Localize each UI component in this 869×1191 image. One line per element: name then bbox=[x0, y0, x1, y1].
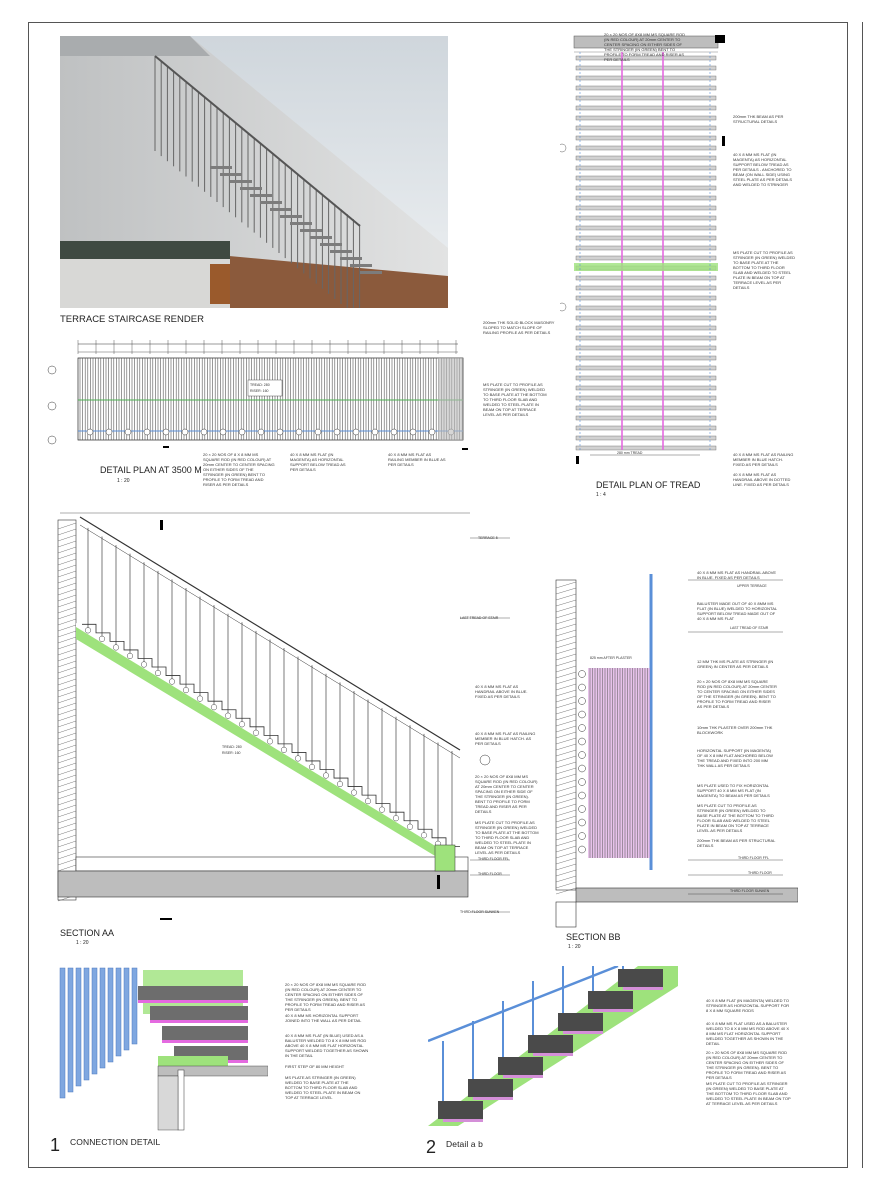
plan-baluster-circle bbox=[353, 429, 359, 435]
render-step bbox=[360, 271, 382, 274]
plan-baluster-circle bbox=[182, 429, 188, 435]
bb-note-3: 12 MM THK MS PLATE AS STRINGER (IN GREEN) IN CENTER AS PER DETAILS bbox=[697, 659, 774, 669]
aa-tread-circle bbox=[239, 721, 245, 727]
tread-note-1: 20 × 20 NOS OF 8X8 MM MS SQUARE ROD (IN RED COLOUR) AT 20mm CENTER TO CENTER SPACING ON EITHER SIDES OF THE STRINGER (IN GREEN) BENT TO PROFILE TO FORM TREAD AND RISER AS PER DETAILS bbox=[604, 32, 686, 62]
render-step bbox=[290, 222, 312, 225]
bb-tread-circle bbox=[579, 846, 586, 853]
bb-note-8: MS PLATE CUT TO PROFILE AS STRINGER (IN GREEN) WELDED TO BASE PLATE AT THE BOTTOM TO THIRD FLOOR SLAB AND WELDED TO STEEL PLATE IN BEAM ON TOP AT TERRACE LEVEL AS PER DETAILS bbox=[697, 803, 774, 833]
detail-ab-number: 2 bbox=[426, 1137, 437, 1157]
tread-rod bbox=[576, 76, 716, 80]
detail-ab-note-1: 40 X 8 MM FLAT (IN MAGENTA) WELDED TO STRINGER AS HORIZONTAL SUPPORT FOR 8 X 8 MM SQUARE RODS bbox=[706, 998, 790, 1013]
bb-level-upper: UPPER TERRACE bbox=[737, 584, 767, 588]
bb-note-4: 20 × 20 NOS OF 8X8 MM MS SQUARE ROD (IN RED COLOUR) AT 20mm CENTER TO CENTER SPACING ON EITHER SIDES OF THE STRINGER (IN GREEN). BENT TO PROFILE TO FORM TREAD AND RISER AS PER DETAILS bbox=[697, 679, 777, 709]
bb-note-2: BALUSTER MADE OUT OF 40 X 8MM MS FLAT (IN BLUE) WELDED TO HORIZONTAL SUPPORT BELOW TREAD MADE OUT OF 40 X 8 MM MS FLAT bbox=[697, 601, 777, 621]
plan-note-top: 200mm THK SOLID BLOCK MASONRY SLOPED TO MATCH SLOPE OF RAILING PROFILE AS PER DETAILS bbox=[483, 320, 555, 335]
tread-rod bbox=[576, 166, 716, 170]
bb-tread-circle bbox=[579, 765, 586, 772]
plan-baluster-circle bbox=[201, 429, 207, 435]
tread-rod bbox=[576, 396, 716, 400]
plan-baluster-circle bbox=[410, 429, 416, 435]
plan-baluster-circle bbox=[106, 429, 112, 435]
tread-rod bbox=[576, 286, 716, 290]
plan-baluster-circle bbox=[315, 429, 321, 435]
aa-note-4: MS PLATE CUT TO PROFILE AS STRINGER (IN GREEN) WELDED TO BASE PLATE AT THE BOTTOM TO THIRD FLOOR SLAB AND WELDED TO STEEL PLATE IN BEAM ON TOP AT TERRACE LEVEL AS PER DETAILS bbox=[475, 820, 539, 855]
tread-rod bbox=[576, 326, 716, 330]
tread-note-5: 40 X 8 MM MS FLAT AS RAILING MEMBER IN BLUE HATCH. FIXED AS PER DETAILS bbox=[733, 452, 794, 467]
render-step bbox=[300, 229, 322, 232]
aa-tread-circle bbox=[211, 704, 217, 710]
bb-tread-circle bbox=[579, 684, 586, 691]
aa-tread-circle bbox=[225, 713, 231, 719]
tread-rod bbox=[576, 96, 716, 100]
ab-tread bbox=[528, 1035, 573, 1053]
tread-rod bbox=[576, 126, 716, 130]
tread-rod bbox=[576, 246, 716, 250]
aa-tread-circle bbox=[393, 815, 399, 821]
render-title: TERRACE STAIRCASE RENDER bbox=[60, 314, 204, 325]
aa-tread-circle bbox=[281, 747, 287, 753]
conn-baluster bbox=[60, 968, 65, 1098]
aa-tread-circle bbox=[421, 832, 427, 838]
tread-rod bbox=[576, 106, 716, 110]
conn-baluster bbox=[116, 968, 121, 1056]
conn-baluster bbox=[108, 968, 113, 1062]
aa-level-3ffl: THIRD FLOOR FFL bbox=[478, 857, 509, 861]
bb-tread-circle bbox=[579, 779, 586, 786]
connection-note-1: 20 × 20 NOS OF 8X8 MM MS SQUARE ROD (IN RED COLOUR) AT 20mm CENTER TO CENTER SPACING ON EITHER SIDES OF THE STRINGER (IN GREEN). BENT TO PROFILE TO FORM TREAD AND RISER AS PER DETAILS bbox=[285, 982, 367, 1012]
tread-dim: 280 mm TREAD bbox=[617, 451, 643, 455]
plan-baluster-circle bbox=[277, 429, 283, 435]
aa-note-3: 20 × 20 NOS OF 8X8 MM MS SQUARE ROD (IN RED COLOUR) AT 20mm CENTER TO CENTER SPACING ON EITHER SIDE OF THE STRINGER (IN GREEN). BENT TO PROFILE TO FORM TREAD AND RISER AS PER DETAILS bbox=[475, 774, 538, 814]
conn-baluster bbox=[76, 968, 81, 1086]
tread-rod bbox=[576, 436, 716, 440]
render-step bbox=[330, 250, 352, 253]
ab-support bbox=[473, 1097, 513, 1100]
ab-tread bbox=[438, 1101, 483, 1119]
plan-scale: 1 : 20 bbox=[117, 478, 130, 484]
bb-note-7: MS PLATE USED TO FIX HORIZONTAL SUPPORT 40 X 8 MM MS FLAT (IN MAGENTA) TO BEAM AS PER DETAILS bbox=[697, 783, 770, 798]
tread-rod bbox=[576, 196, 716, 200]
aa-note-1: 40 X 8 MM MS FLAT AS HANDRAIL ABOVE IN BLUE. FIXED AS PER DETAILS bbox=[475, 684, 528, 699]
plan-tread-tag: TREAD: 280 bbox=[250, 383, 270, 387]
tread-rod bbox=[576, 176, 716, 180]
aa-level-3f: THIRD FLOOR bbox=[478, 872, 502, 876]
render-step bbox=[220, 173, 242, 176]
conn-baluster bbox=[68, 968, 73, 1092]
plan-baluster-circle bbox=[391, 429, 397, 435]
tread-rod bbox=[576, 336, 716, 340]
tread-rod bbox=[576, 156, 716, 160]
aa-tread-circle bbox=[337, 781, 343, 787]
aa-tread-circle bbox=[365, 798, 371, 804]
aa-tread-circle bbox=[183, 687, 189, 693]
aa-tread-circle bbox=[351, 790, 357, 796]
ab-support bbox=[533, 1053, 573, 1056]
conn-tread bbox=[138, 986, 248, 1000]
tread-note-6: 40 X 8 MM MS FLAT AS HANDRAIL ABOVE IN DOTTED LINE. FIXED AS PER DETAILS bbox=[733, 472, 791, 487]
plan-note-right: MS PLATE CUT TO PROFILE AS STRINGER (IN GREEN) WELDED TO BASE PLATE AT THE BOTTOM TO THIRD FLOOR SLAB AND WELDED TO STEEL PLATE IN BEAM ON TOP AT TERRACE LEVEL AS PER DETAILS bbox=[483, 382, 547, 417]
bb-tread-circle bbox=[579, 833, 586, 840]
bb-dim: 825 mm AFTER PLASTER bbox=[590, 656, 632, 660]
plan-baluster-circle bbox=[163, 429, 169, 435]
bb-tread-circle bbox=[579, 725, 586, 732]
tread-rod bbox=[576, 306, 716, 310]
bb-level-3ffl: THIRD FLOOR FFL bbox=[738, 856, 769, 860]
ab-tread bbox=[618, 969, 663, 987]
ab-tread bbox=[468, 1079, 513, 1097]
detail-ab-title: Detail a b bbox=[446, 1139, 483, 1149]
connection-title: CONNECTION DETAIL bbox=[70, 1137, 161, 1147]
connection-note-2: 40 X 8 MM MS HORIZONTAL SUPPORT JOINED INTO THE WALL AS PER DETAIL bbox=[285, 1013, 362, 1023]
plan-baluster-circle bbox=[296, 429, 302, 435]
conn-baluster bbox=[100, 968, 105, 1068]
detail-ab-note-2: 40 X 8 MM MS FLAT USED AS A BALUSTER WELDED TO 8 X 8 MM MS ROD ABOVE 40 X 8 MM MS FLAT HORIZONTAL SUPPORT WELDED TOGETHER AS SHOWN IN THE DETAIL bbox=[706, 1021, 789, 1046]
ab-tread bbox=[558, 1013, 603, 1031]
bb-tread-circle bbox=[579, 738, 586, 745]
render-step bbox=[270, 208, 292, 211]
conn-baluster bbox=[92, 968, 97, 1074]
bb-note-5: 10mm THK PLASTER OVER 200mm THK BLOCKWORK bbox=[697, 725, 773, 735]
tread-rod bbox=[576, 386, 716, 390]
tread-rod bbox=[576, 346, 716, 350]
conn-support bbox=[138, 1000, 248, 1003]
detail-ab-drawing bbox=[428, 966, 678, 1131]
render-step bbox=[260, 201, 282, 204]
bb-tread-circle bbox=[579, 819, 586, 826]
bb-level-3f: THIRD FLOOR bbox=[748, 871, 772, 875]
tread-rod bbox=[576, 66, 716, 70]
tread-note-3: 40 X 8 MM MS FLAT (IN MAGENTA) AS HORIZONTAL SUPPORT BELOW TREAD AS PER DETAILS - ANCHORED TO BEAM (ON WALL SIDE) USING STEEL PLATE AS PER DETAILS AND WELDED TO STRINGER bbox=[733, 152, 793, 187]
tread-rod bbox=[576, 406, 716, 410]
aa-level-last: LAST TREAD OF STAIR bbox=[460, 616, 499, 620]
render-step bbox=[240, 187, 262, 190]
tread-scale: 1 : 4 bbox=[596, 492, 606, 498]
render-step bbox=[210, 166, 232, 169]
bb-tread-circle bbox=[579, 711, 586, 718]
tread-plan-drawing bbox=[560, 30, 730, 480]
render-step bbox=[280, 215, 302, 218]
conn-tread bbox=[150, 1006, 248, 1020]
bb-tread-circle bbox=[579, 698, 586, 705]
ab-support bbox=[593, 1009, 633, 1012]
aa-tread-circle bbox=[155, 670, 161, 676]
bb-level-last: LAST TREAD OF STAIR bbox=[730, 626, 769, 630]
section-aa-drawing bbox=[40, 505, 540, 925]
plan-riser-tag: RISER: 160 bbox=[250, 389, 269, 393]
plan-note-3: 40 X 8 MM MS FLAT AS RAILING MEMBER IN BLUE AS PER DETAILS bbox=[388, 452, 446, 467]
tread-rod bbox=[576, 316, 716, 320]
tread-rod bbox=[576, 366, 716, 370]
aa-note-2: 40 X 8 MM MS FLAT AS RAILING MEMBER IN BLUE HATCH. AS PER DETAILS bbox=[475, 731, 536, 746]
tread-rod bbox=[576, 226, 716, 230]
aa-tread-circle bbox=[379, 807, 385, 813]
plan-baluster-circle bbox=[87, 429, 93, 435]
aa-tread-circle bbox=[169, 679, 175, 685]
connection-note-4: FIRST STEP OF 80 MM HEIGHT bbox=[285, 1064, 345, 1069]
ab-tread bbox=[588, 991, 633, 1009]
conn-baluster bbox=[124, 968, 129, 1050]
bb-level-sunken: THIRD FLOOR SUNKEN bbox=[730, 889, 770, 893]
tread-rod bbox=[576, 236, 716, 240]
detail-ab-note-4: MS PLATE CUT TO PROFILE AS STRINGER (IN GREEN) WELDED TO BASE PLATE AT THE BOTTOM TO THIRD FLOOR SLAB AND WELDED TO STEEL PLATE IN BEAM ON TOP AT TERRACE LEVEL AS PER DETAILS bbox=[706, 1081, 791, 1106]
bb-tread-circle bbox=[579, 752, 586, 759]
tread-rod bbox=[576, 446, 716, 450]
tread-rod bbox=[576, 216, 716, 220]
aa-tread-circle bbox=[323, 773, 329, 779]
aa-tread-circle bbox=[267, 739, 273, 745]
tread-rod bbox=[576, 276, 716, 280]
plan-note-1: 20 × 20 NOS OF 8 X 8 MM MS SQUARE ROD (IN RED COLOUR) AT 20mm CENTER TO CENTER SPACING ON EITHER SIDES OF THE STRINGER (IN GREEN) BENT TO PROFILE TO FORM TREAD AND RISER AS PER DETAILS bbox=[203, 452, 275, 487]
plan-baluster-circle bbox=[334, 429, 340, 435]
bb-note-1: 40 X 8 MM MS FLAT AS HANDRAIL ABOVE IN BLUE. FIXED AS PER DETAILS bbox=[697, 570, 777, 580]
aa-tread-circle bbox=[253, 730, 259, 736]
bb-tread-circle bbox=[579, 806, 586, 813]
ab-support bbox=[503, 1075, 543, 1078]
aa-tread-circle bbox=[85, 628, 91, 634]
bb-tread-circle bbox=[579, 671, 586, 678]
tread-rod bbox=[576, 186, 716, 190]
aa-tread-tag: TREAD: 280 bbox=[222, 745, 242, 749]
aa-riser-tag: RISER: 160 bbox=[222, 751, 241, 755]
tread-rod bbox=[576, 426, 716, 430]
bb-scale: 1 : 20 bbox=[568, 944, 581, 950]
render-step bbox=[340, 257, 362, 260]
aa-tread-circle bbox=[127, 653, 133, 659]
aa-tread-circle bbox=[141, 662, 147, 668]
connection-note-5: MS PLATE AS STRINGER (IN GREEN) WELDED TO BASE PLATE AT THE BOTTOM TO THIRD FLOOR SLAB AND WELDED TO STEEL PLATE IN BEAM ON TOP AT TERRACE LEVEL bbox=[285, 1075, 361, 1100]
render-step bbox=[350, 264, 372, 267]
conn-baluster bbox=[84, 968, 89, 1080]
plan-baluster-circle bbox=[220, 429, 226, 435]
connection-number: 1 bbox=[50, 1135, 61, 1155]
aa-level-terrace: TERRACE 5 bbox=[478, 536, 498, 540]
aa-tread-circle bbox=[295, 756, 301, 762]
tread-rod bbox=[576, 416, 716, 420]
plan-baluster-circle bbox=[239, 429, 245, 435]
aa-tread-circle bbox=[197, 696, 203, 702]
tread-note-4: MS PLATE CUT TO PROFILE AS STRINGER (IN GREEN) WELDED TO BASE PLATE AT THE BOTTOM TO THIRD FLOOR SLAB AND WELDED TO STEEL PLATE IN BEAM ON TOP AT TERRACE LEVEL AS PER DETAILS bbox=[733, 250, 796, 290]
tread-rod bbox=[576, 206, 716, 210]
aa-tread-circle bbox=[309, 764, 315, 770]
render-step bbox=[230, 180, 252, 183]
tread-rod bbox=[576, 356, 716, 360]
plan-baluster-circle bbox=[144, 429, 150, 435]
plan-baluster-circle bbox=[372, 429, 378, 435]
aa-scale: 1 : 20 bbox=[76, 940, 89, 946]
tread-rod bbox=[576, 86, 716, 90]
aa-tread-circle bbox=[99, 636, 105, 642]
tread-rod bbox=[576, 256, 716, 260]
sheet-edge-line bbox=[862, 22, 863, 1168]
aa-level-sunken: THIRD FLOOR SUNKEN bbox=[460, 910, 500, 914]
connection-note-3: 40 X 8 MM MS FLAT (IN BLUE) USED AS A BALUSTER WELDED TO 8 X 8 MM MS ROD ABOVE 40 X 8 MM MS FLAT HORIZONTAL SUPPORT WELDED TOGETHER AS SHOWN IN THE DETAIL bbox=[285, 1033, 369, 1058]
ab-support bbox=[563, 1031, 603, 1034]
tread-note-2: 200mm THK BEAM AS PER STRUCTURAL DETAILS bbox=[733, 114, 784, 124]
aa-title: SECTION AA bbox=[60, 928, 115, 938]
ab-support bbox=[623, 987, 663, 990]
render-step bbox=[310, 236, 332, 239]
tread-rod bbox=[576, 296, 716, 300]
ab-support bbox=[443, 1119, 483, 1122]
conn-baluster bbox=[132, 968, 137, 1044]
aa-tread-circle bbox=[407, 824, 413, 830]
bb-note-6: HORIZONTAL SUPPORT (IN MAGENTA) OF 40 X 8 MM FLAT ANCHORED BELOW THE TREAD AND FIXED INTO 200 MM THK WALL AS PER DETAILS bbox=[697, 748, 773, 768]
aa-tread-circle bbox=[113, 645, 119, 651]
plan-baluster-circle bbox=[429, 429, 435, 435]
conn-tread bbox=[162, 1026, 248, 1040]
bb-tread-circle bbox=[579, 792, 586, 799]
ab-tread bbox=[498, 1057, 543, 1075]
staircase-render bbox=[60, 36, 448, 308]
tread-rod bbox=[576, 116, 716, 120]
render-step bbox=[320, 243, 342, 246]
bb-title: SECTION BB bbox=[566, 932, 621, 942]
conn-support bbox=[150, 1020, 248, 1023]
tread-rod bbox=[576, 376, 716, 380]
conn-support bbox=[162, 1040, 248, 1043]
tread-title: DETAIL PLAN OF TREAD bbox=[596, 480, 701, 490]
bb-note-9: 200mm THK BEAM AS PER STRUCTURAL DETAILS bbox=[697, 838, 776, 848]
tread-rod bbox=[576, 146, 716, 150]
plan-baluster-circle bbox=[258, 429, 264, 435]
plan-note-2: 40 X 8 MM MS FLAT (IN MAGENTA) AS HORIZONTAL SUPPORT BELOW TREAD AS PER DETAILS bbox=[290, 452, 346, 472]
plan-title: DETAIL PLAN AT 3500 M bbox=[100, 465, 202, 475]
render-step bbox=[250, 194, 272, 197]
connection-detail-drawing bbox=[58, 966, 268, 1131]
tread-rod bbox=[576, 136, 716, 140]
detail-plan-drawing bbox=[38, 336, 468, 461]
detail-ab-note-3: 20 × 20 NOS OF 8X8 MM MS SQUARE ROD (IN RED COLOUR) AT 20mm CENTER TO CENTER SPACING ON EITHER SIDES OF THE STRINGER (IN GREEN). BENT TO PROFILE TO FORM TREAD AND RISER AS PER DETAILS bbox=[706, 1050, 788, 1080]
plan-baluster-circle bbox=[125, 429, 131, 435]
